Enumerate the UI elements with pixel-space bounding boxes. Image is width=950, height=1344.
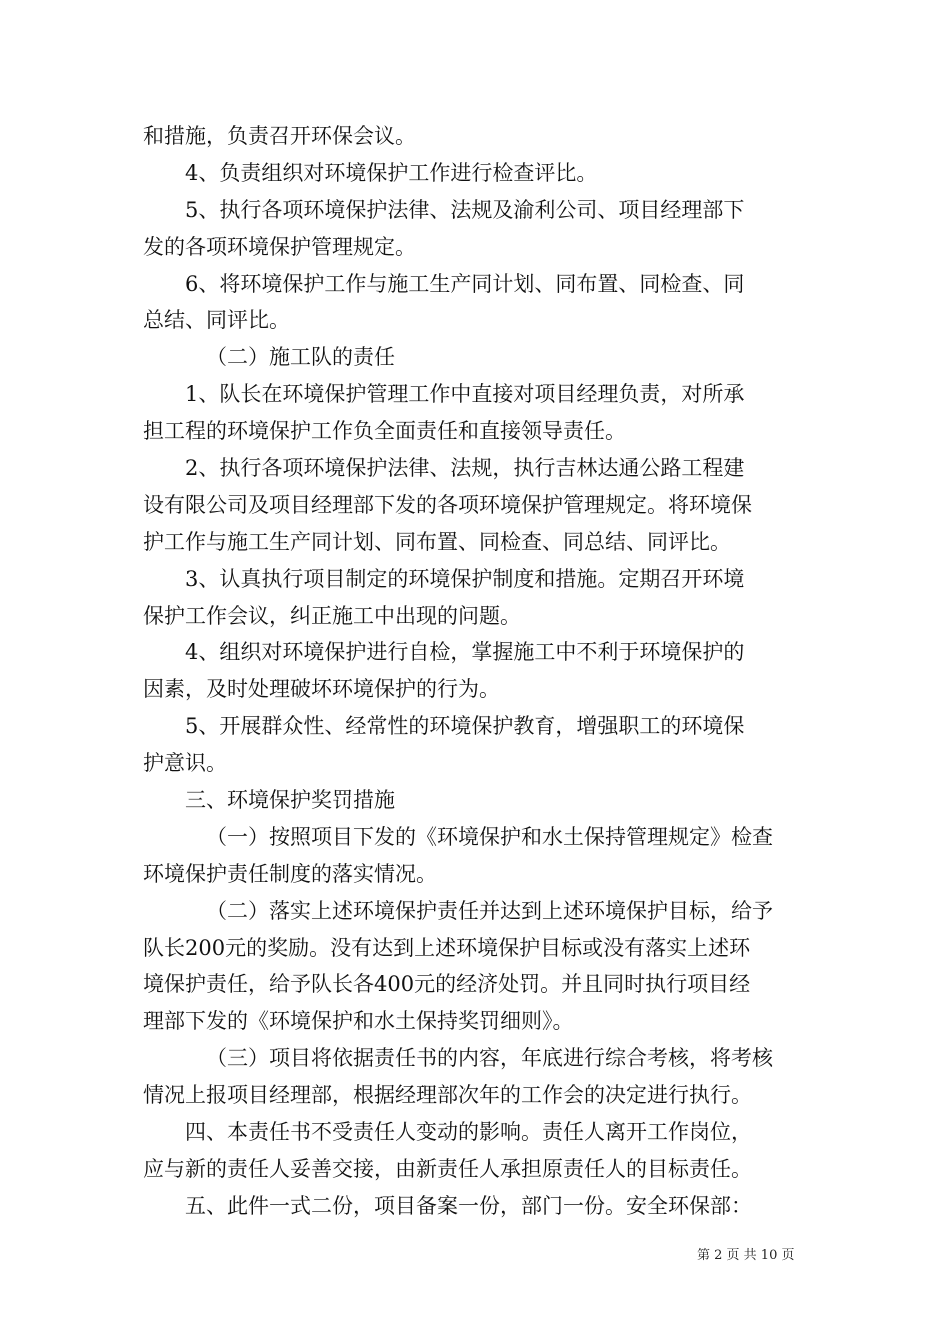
text-line: 1、队长在环境保护管理工作中直接对项目经理负责，对所承 [185,382,745,407]
text-line: 四、本责任书不受责任人变动的影响。责任人离开工作岗位， [185,1120,752,1145]
text-line: 应与新的责任人妥善交接，由新责任人承担原责任人的目标责任。 [143,1156,752,1181]
text-line: （三）项目将依据责任书的内容，年底进行综合考核，将考核 [206,1046,773,1071]
text-line: 总结、同评比。 [143,308,290,333]
text-line: 6、将环境保护工作与施工生产同计划、同布置、同检查、同 [185,271,745,296]
text-line: 发的各项环境保护管理规定。 [143,234,416,259]
text-line: 境保护责任，给予队长各400元的经济处罚。并且同时执行项目经 [143,972,751,997]
text-line: （二）落实上述环境保护责任并达到上述环境保护目标，给予 [206,898,773,923]
text-line: 设有限公司及项目经理部下发的各项环境保护管理规定。将环境保 [143,492,752,517]
text-line: （二）施工队的责任 [206,345,395,370]
text-line: 五、此件一式二份，项目备案一份，部门一份。安全环保部： [185,1193,752,1218]
text-line: 2、执行各项环境保护法律、法规，执行吉林达通公路工程建 [185,456,745,481]
text-line: 环境保护责任制度的落实情况。 [143,861,437,886]
text-line: 护工作与施工生产同计划、同布置、同检查、同总结、同评比。 [143,529,731,554]
text-line: 队长200元的奖励。没有达到上述环境保护目标或没有落实上述环 [143,935,751,960]
text-line: 三、环境保护奖罚措施 [185,788,395,813]
text-line: 5、执行各项环境保护法律、法规及渝利公司、项目经理部下 [185,197,745,222]
page-footer: 第 2 页 共 10 页 [697,1248,795,1263]
text-line: 担工程的环境保护工作负全面责任和直接领导责任。 [143,419,626,444]
text-line: 因素，及时处理破坏环境保护的行为。 [143,677,500,702]
text-line: 护意识。 [143,751,227,776]
text-line: 3、认真执行项目制定的环境保护制度和措施。定期召开环境 [185,566,745,591]
text-line: 和措施，负责召开环保会议。 [143,124,416,148]
document-body [143,118,813,1225]
text-line: 情况上报项目经理部，根据经理部次年的工作会的决定进行执行。 [143,1083,752,1108]
text-line: 4、组织对环境保护进行自检，掌握施工中不利于环境保护的 [185,640,745,665]
text-line: （一）按照项目下发的《环境保护和水土保持管理规定》检查 [206,824,773,849]
text-line: 理部下发的《环境保护和水土保持奖罚细则》。 [143,1009,574,1034]
text-line: 5、开展群众性、经常性的环境保护教育，增强职工的环境保 [185,714,745,739]
text-line: 保护工作会议，纠正施工中出现的问题。 [143,603,521,628]
text-line: 4、负责组织对环境保护工作进行检查评比。 [185,160,598,185]
